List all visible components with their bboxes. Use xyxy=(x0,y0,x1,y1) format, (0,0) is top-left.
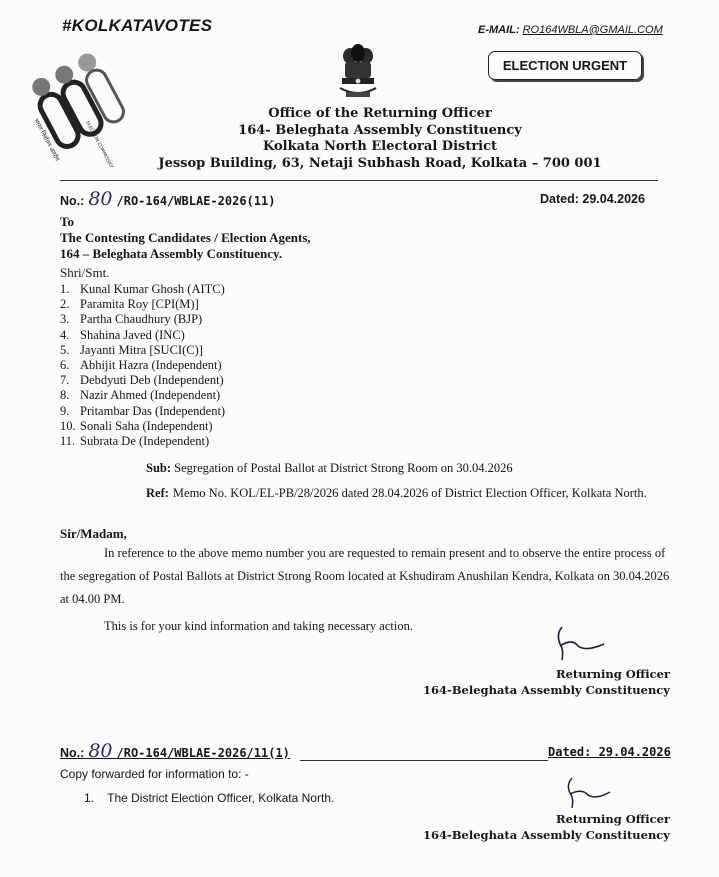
candidate-number: 4. xyxy=(60,327,70,342)
candidate-number: 2. xyxy=(60,297,70,312)
subject-line xyxy=(146,461,513,476)
forward-date: Dated: 29.04.2026 xyxy=(548,745,671,759)
forward-divider xyxy=(300,760,548,761)
signature-block-2 xyxy=(420,811,670,843)
candidate-name: Paramita Roy [CPI(M)] xyxy=(80,297,199,312)
addressee-line-2: 164 – Beleghata Assembly Constituency. xyxy=(60,246,283,261)
hashtag: #KOLKATAVOTES xyxy=(62,16,213,35)
forward-no-label: No.: xyxy=(60,746,85,760)
candidate-name: Shahina Javed (INC) xyxy=(80,327,185,342)
logo-text-hindi: भारत निर्वाचन आयोग xyxy=(32,117,61,163)
forward-recipient xyxy=(84,791,334,805)
office-address: Jessop Building, 63, Netaji Subhash Road, Kolkata – 700 001 xyxy=(158,156,602,171)
email-line xyxy=(478,24,663,36)
signature-mark xyxy=(548,624,608,666)
candidate-item xyxy=(60,373,225,388)
to-label: To xyxy=(60,214,74,229)
candidate-item xyxy=(60,312,225,327)
subject-text: Segregation of Postal Ballot at District Strong Room on 30.04.2026 xyxy=(174,461,513,475)
candidate-name: Abhijit Hazra (Independent) xyxy=(80,358,222,373)
candidate-item xyxy=(60,358,225,373)
candidate-number: 11. xyxy=(60,434,76,449)
office-district: Kolkata North Electoral District xyxy=(262,139,498,154)
candidate-number: 3. xyxy=(60,312,70,327)
signature-block xyxy=(420,666,670,698)
addressee-block xyxy=(60,214,311,262)
memo-number xyxy=(60,188,275,210)
logo-text-english: ELECTION COMMISSION OF INDIA xyxy=(84,120,125,167)
forward-item-number: 1. xyxy=(84,791,95,805)
candidate-name: Kunal Kumar Ghosh (AITC) xyxy=(80,282,225,296)
salutation-prefix: Shri/Smt. xyxy=(60,265,110,280)
forward-no-reference: /RO-164/WBLAE-2026/11(1) xyxy=(116,746,290,760)
reference-text: Memo No. KOL/EL-PB/28/2026 dated 28.04.2026 of District Election Officer, Kolkata North. xyxy=(172,486,647,500)
candidate-number: 8. xyxy=(60,388,70,403)
signature-title-2: Returning Officer xyxy=(556,812,670,826)
candidate-item xyxy=(60,419,225,434)
header-divider xyxy=(60,180,658,181)
info-line: This is for your kind information and taking necessary action. xyxy=(104,619,413,633)
candidate-name: Jayanti Mitra [SUCI(C)] xyxy=(80,342,203,357)
reference-line xyxy=(146,485,666,501)
signature-constituency-2: 164-Beleghata Assembly Constituency xyxy=(423,828,670,842)
body-paragraph: In reference to the above memo number you are requested to remain present and to observe the entire process of the segregation of Postal Ballots at District Strong Room located at Kshudiram Anushilan Kendra, Kolkata on 30.04.2026 at 04.00 PM. xyxy=(60,546,670,606)
candidate-number: 1. xyxy=(60,282,70,296)
copy-forwarded-line: Copy forwarded for information to: - xyxy=(60,767,249,781)
candidate-item xyxy=(60,282,225,297)
signature-mark-2 xyxy=(560,776,620,812)
email-label: E-MAIL: xyxy=(478,24,520,36)
addressee-line-1: The Contesting Candidates / Election Agents, xyxy=(60,230,311,245)
candidate-name: Subrata De (Independent) xyxy=(80,434,210,449)
candidate-name: Nazir Ahmed (Independent) xyxy=(80,388,221,403)
candidate-number: 6. xyxy=(60,358,70,373)
memo-date: Dated: 29.04.2026 xyxy=(540,192,645,206)
memo-no-reference: /RO-164/WBLAE-2026(11) xyxy=(116,194,276,208)
memo-no-handwritten: 80 xyxy=(88,188,113,210)
candidate-name: Partha Chaudhury (BJP) xyxy=(80,312,203,327)
forward-item-text: The District Election Officer, Kolkata North. xyxy=(107,791,335,805)
candidate-item xyxy=(60,404,225,419)
candidate-name: Debdyuti Deb (Independent) xyxy=(80,373,224,388)
candidate-number: 7. xyxy=(60,373,70,388)
salutation: Sir/Madam, xyxy=(60,526,127,541)
candidate-item xyxy=(60,343,225,358)
signature-title: Returning Officer xyxy=(556,667,670,681)
forward-no-handwritten: 80 xyxy=(88,740,113,762)
candidate-item xyxy=(60,297,225,312)
national-emblem-icon xyxy=(336,42,380,104)
candidate-number: 10. xyxy=(60,418,76,433)
subject-label: Sub: xyxy=(146,461,172,475)
office-title: Office of the Returning Officer xyxy=(268,106,492,121)
reference-label: Ref: xyxy=(146,486,169,500)
office-constituency: 164- Beleghata Assembly Constituency xyxy=(238,123,522,138)
candidate-number: 5. xyxy=(60,342,70,357)
candidate-number: 9. xyxy=(60,403,70,418)
candidate-item xyxy=(60,388,225,403)
candidate-item xyxy=(60,328,225,343)
candidate-name: Pritambar Das (Independent) xyxy=(80,403,226,418)
signature-constituency: 164-Beleghata Assembly Constituency xyxy=(423,683,670,697)
memo-no-label: No.: xyxy=(60,194,85,208)
election-urgent-stamp: ELECTION URGENT xyxy=(488,51,642,80)
candidate-name: Sonali Saha (Independent) xyxy=(80,418,213,433)
candidate-list xyxy=(60,282,225,449)
email-address[interactable]: RO164WBLA@GMAIL.COM xyxy=(522,24,663,36)
forward-number xyxy=(60,740,290,762)
candidate-item xyxy=(60,434,225,449)
